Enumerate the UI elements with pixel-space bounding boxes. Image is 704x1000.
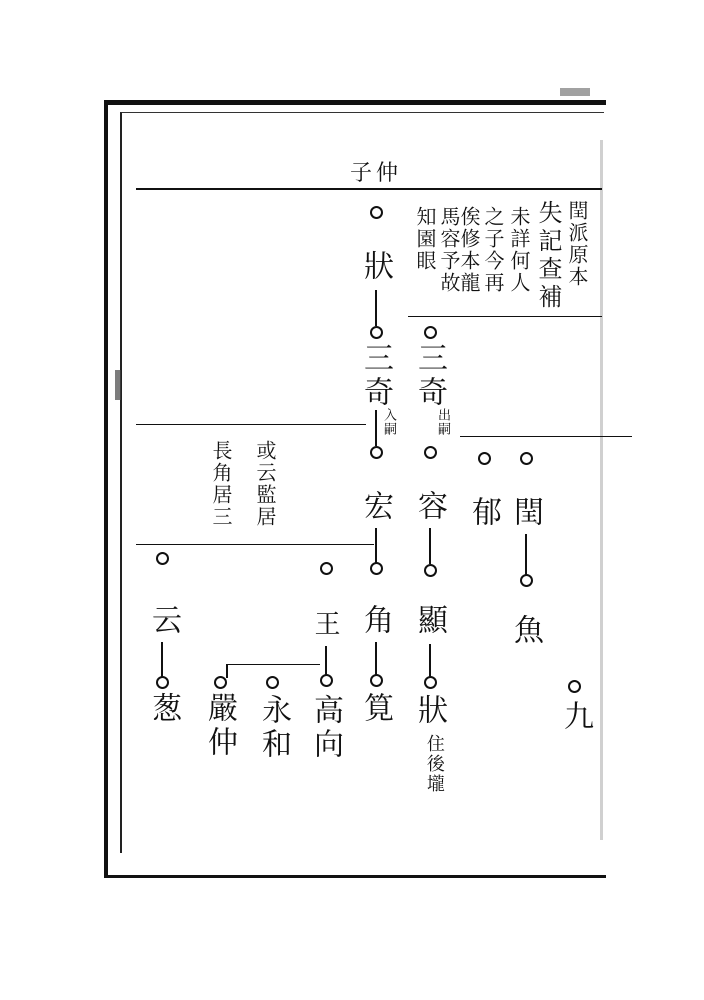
node-circle bbox=[424, 564, 437, 577]
name-yu: 郁 bbox=[466, 496, 501, 530]
link-line bbox=[525, 534, 527, 576]
name-sanqi-b-note: 出嗣 bbox=[435, 408, 450, 436]
name-yanzhong: 嚴仲 bbox=[202, 692, 237, 760]
name-hong: 宏 bbox=[358, 490, 393, 524]
node-circle bbox=[520, 574, 533, 587]
rule-branch bbox=[226, 664, 320, 665]
note-left-col-1: 或云監居 bbox=[253, 440, 277, 528]
rule-mid-left bbox=[136, 424, 366, 425]
note-col-2: 失記查補 bbox=[534, 200, 562, 312]
node-circle bbox=[478, 452, 491, 465]
link-line bbox=[375, 528, 377, 564]
link-line bbox=[325, 646, 327, 676]
name-sanqi-b: 三奇 bbox=[412, 342, 447, 410]
node-circle bbox=[424, 446, 437, 459]
node-circle bbox=[370, 446, 383, 459]
link-line bbox=[161, 642, 163, 678]
link-line bbox=[375, 410, 377, 446]
name-zhuang: 狀 bbox=[358, 250, 393, 284]
page-frame-inner bbox=[120, 112, 604, 853]
name-zhuang2: 狀 bbox=[412, 694, 447, 728]
node-circle bbox=[156, 552, 169, 565]
rule-top bbox=[136, 188, 602, 190]
note-col-5: 俟修本龍 bbox=[457, 206, 481, 294]
note-col-3: 未詳何人 bbox=[507, 206, 531, 294]
name-jue: 角 bbox=[358, 604, 393, 638]
note-col-4: 之子今再 bbox=[481, 206, 505, 294]
note-left-col-2: 長角居三 bbox=[209, 440, 233, 528]
link-line bbox=[226, 664, 228, 678]
name-yu-fish: 魚 bbox=[508, 614, 543, 648]
note-col-6: 馬容予故 bbox=[437, 206, 461, 294]
link-line bbox=[375, 290, 377, 326]
node-circle bbox=[320, 674, 333, 687]
name-wang: 王 bbox=[310, 610, 340, 640]
name-yonghe: 永和 bbox=[256, 694, 291, 762]
node-circle bbox=[214, 676, 227, 689]
rule-lower-left bbox=[136, 544, 374, 545]
name-rong: 容 bbox=[412, 490, 447, 524]
node-circle bbox=[370, 206, 383, 219]
rule-mid-right bbox=[460, 436, 632, 437]
node-circle bbox=[370, 562, 383, 575]
node-circle bbox=[520, 452, 533, 465]
note-col-1: 閏派原本 bbox=[565, 200, 589, 288]
rule-note bbox=[408, 316, 602, 317]
node-circle bbox=[370, 674, 383, 687]
scan-noise bbox=[600, 140, 603, 840]
name-cong: 葱 bbox=[146, 692, 181, 726]
name-xian: 顯 bbox=[412, 604, 447, 638]
name-sanqi-a: 三奇 bbox=[358, 342, 393, 410]
scan-noise bbox=[115, 370, 121, 400]
node-circle bbox=[424, 676, 437, 689]
name-yun: 云 bbox=[146, 604, 181, 638]
name-zhuang2-note: 住後壠 bbox=[423, 734, 445, 794]
node-circle bbox=[266, 676, 279, 689]
link-line bbox=[429, 528, 431, 564]
note-col-7: 知園眼 bbox=[413, 206, 437, 272]
node-circle bbox=[156, 676, 169, 689]
node-circle bbox=[568, 680, 581, 693]
link-line bbox=[375, 642, 377, 676]
name-gaoxiang: 高向 bbox=[308, 694, 343, 762]
scan-noise bbox=[560, 88, 590, 96]
page-title: 子仲 bbox=[350, 161, 403, 186]
node-circle bbox=[320, 562, 333, 575]
link-line bbox=[429, 644, 431, 678]
name-kuan: 筧 bbox=[358, 692, 393, 726]
name-run: 閏 bbox=[508, 496, 543, 530]
node-circle bbox=[370, 326, 383, 339]
node-circle bbox=[424, 326, 437, 339]
name-sanqi-a-note: 入嗣 bbox=[381, 408, 396, 436]
page-number: 九 bbox=[558, 700, 593, 734]
